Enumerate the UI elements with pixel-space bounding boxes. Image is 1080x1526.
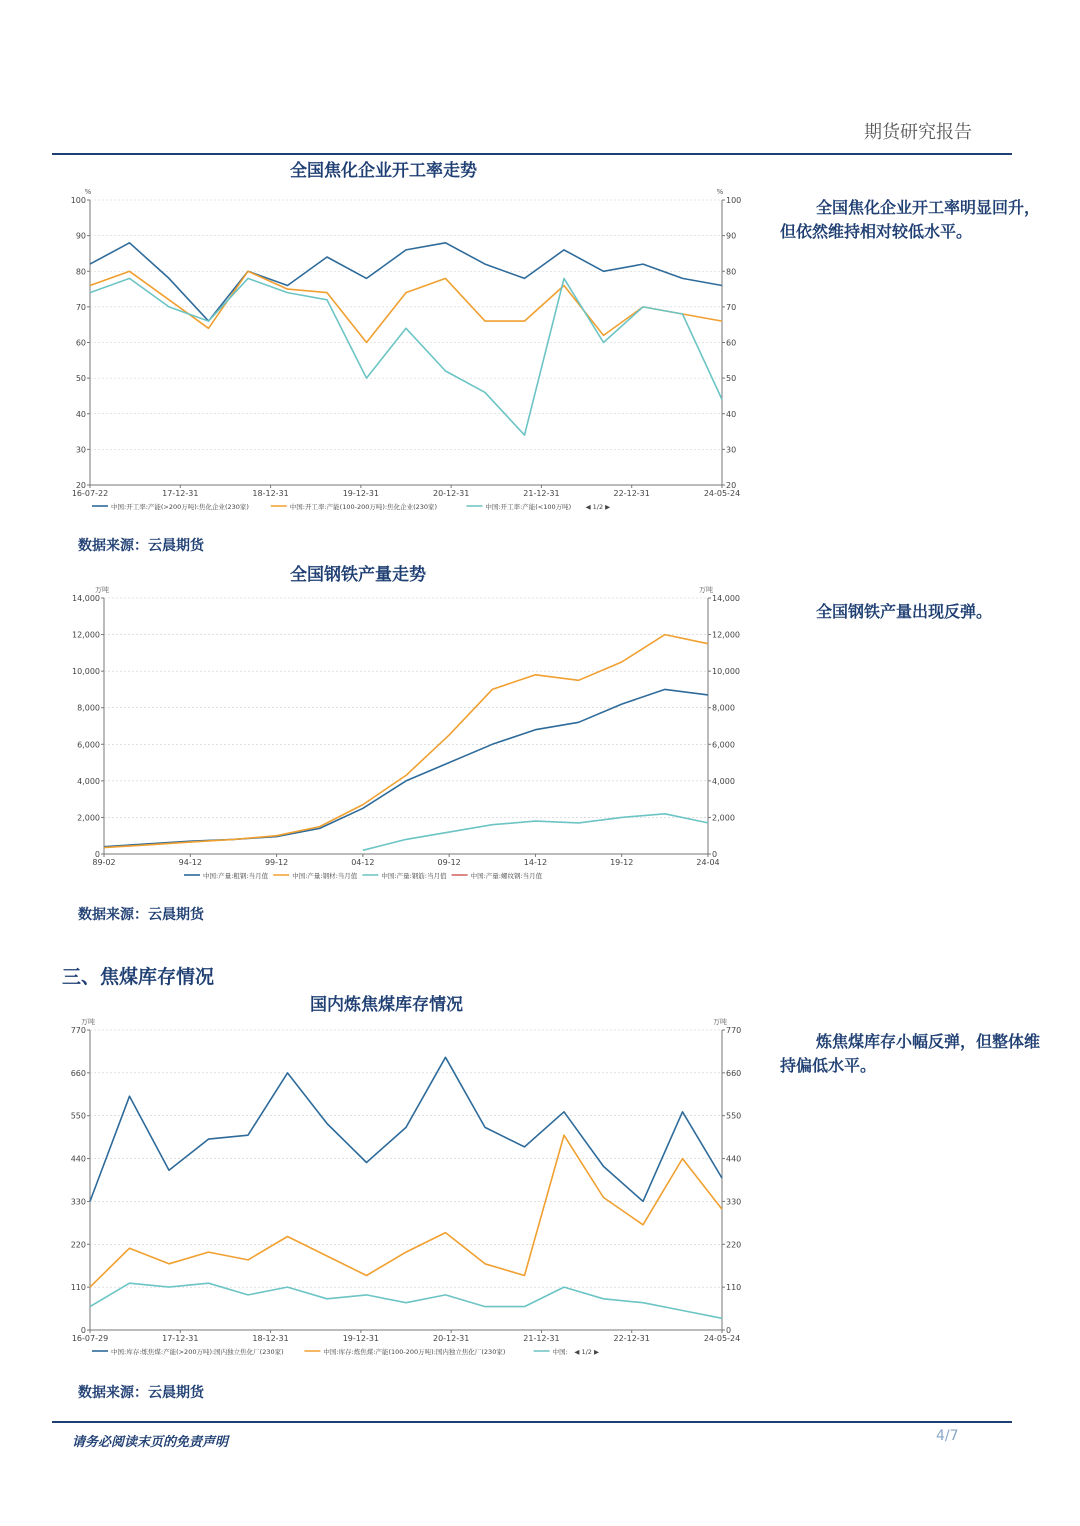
y-tick-label-right: 40 <box>726 409 737 419</box>
y-tick-label-right: 100 <box>726 196 742 205</box>
y-tick-label-left: 110 <box>70 1283 86 1293</box>
y-tick-label-left: 440 <box>70 1154 86 1164</box>
series-line-1 <box>90 243 722 321</box>
chart1-source: 数据来源：云晨期货 <box>78 538 204 554</box>
y-tick-label-left: 100 <box>70 196 86 205</box>
x-tick-label: 94-12 <box>178 858 202 867</box>
y-tick-label-right: 770 <box>726 1026 742 1035</box>
x-tick-label: 21-12-31 <box>523 1334 560 1343</box>
chart1-title: 全国焦化企业开工率走势 <box>290 161 477 181</box>
legend-entry: 中国:产量:螺纹钢:当月值 <box>470 872 543 880</box>
legend-pager: ◀ 1/2 ▶ <box>585 503 611 511</box>
chart2-plot <box>60 582 760 882</box>
series-line-3 <box>90 1283 722 1318</box>
legend-entry: 中国:开工率:产能(<100万吨) <box>485 503 572 511</box>
unit-label-left: % <box>84 188 92 196</box>
section-heading: 三、焦煤库存情况 <box>62 966 215 988</box>
y-tick-label-left: 60 <box>75 338 86 348</box>
y-tick-label-left: 660 <box>70 1068 86 1078</box>
y-tick-label-left: 70 <box>75 302 86 312</box>
y-tick-label-right: 50 <box>726 374 737 384</box>
y-tick-label-right: 4,000 <box>712 776 735 786</box>
unit-label-left: 万吨 <box>81 1018 95 1026</box>
y-tick-label-right: 0 <box>712 850 718 859</box>
y-tick-label-right: 440 <box>726 1154 742 1164</box>
y-tick-label-left: 10,000 <box>72 667 100 677</box>
y-tick-label-left: 8,000 <box>77 703 100 713</box>
y-tick-label-right: 90 <box>726 231 737 241</box>
unit-label-left: 万吨 <box>95 586 109 594</box>
y-tick-label-left: 80 <box>75 267 86 277</box>
y-tick-label-left: 50 <box>75 374 86 384</box>
y-tick-label-left: 40 <box>75 409 86 419</box>
x-tick-label: 19-12 <box>610 858 634 867</box>
x-tick-label: 17-12-31 <box>162 489 199 498</box>
y-tick-label-right: 10,000 <box>712 667 740 677</box>
unit-label-right: 万吨 <box>713 1018 727 1026</box>
y-tick-label-right: 220 <box>726 1240 742 1250</box>
x-tick-label: 22-12-31 <box>613 489 650 498</box>
legend-entry: 中国: <box>552 1348 568 1356</box>
x-tick-label: 99-12 <box>264 858 289 867</box>
x-tick-label: 24-04 <box>696 858 720 867</box>
x-tick-label: 04-12 <box>351 858 375 867</box>
header-rule <box>52 153 1012 155</box>
unit-label-right: 万吨 <box>699 586 713 594</box>
x-tick-label: 24-05-24 <box>703 1334 741 1343</box>
x-tick-label: 17-12-31 <box>162 1334 199 1343</box>
report-header-title: 期货研究报告 <box>864 122 972 143</box>
y-tick-label-left: 6,000 <box>77 740 100 750</box>
legend-entry: 中国:产量:钢筋:当月值 <box>381 872 447 880</box>
y-tick-label-right: 110 <box>726 1283 742 1293</box>
legend-entry: 中国:开工率:产能(>200万吨):焦化企业(230家) <box>111 503 249 511</box>
y-tick-label-right: 70 <box>726 302 737 312</box>
chart2-source: 数据来源：云晨期货 <box>78 907 204 923</box>
y-tick-label-right: 60 <box>726 338 737 348</box>
series-line-3 <box>90 278 722 435</box>
y-tick-label-right: 330 <box>726 1197 742 1207</box>
y-tick-label-left: 30 <box>75 445 86 455</box>
x-tick-label: 21-12-31 <box>523 489 560 498</box>
chart1-description: 全国焦化企业开工率明显回升，但依然维持相对较低水平。 <box>780 198 1041 241</box>
x-tick-label: 18-12-31 <box>252 1334 289 1343</box>
y-tick-label-left: 770 <box>70 1026 86 1035</box>
x-tick-label: 18-12-31 <box>252 489 289 498</box>
x-tick-label: 20-12-31 <box>432 489 470 498</box>
y-tick-label-right: 14,000 <box>712 594 740 603</box>
y-tick-label-left: 90 <box>75 231 86 241</box>
series-line-1 <box>104 689 708 846</box>
y-tick-label-right: 660 <box>726 1068 742 1078</box>
y-tick-label-left: 550 <box>70 1111 86 1121</box>
y-tick-label-right: 550 <box>726 1111 742 1121</box>
x-tick-label: 14-12 <box>523 858 548 867</box>
legend-entry: 中国:库存:炼焦煤:产能(100-200万吨):国内独立焦化厂(230家) <box>323 1348 506 1356</box>
y-tick-label-left: 0 <box>80 1326 86 1335</box>
x-tick-label: 16-07-29 <box>71 1334 109 1343</box>
chart3-description: 炼焦煤库存小幅反弹，但整体维持偏低水平。 <box>780 1032 1041 1075</box>
x-tick-label: 89-02 <box>92 858 116 867</box>
x-tick-label: 16-07-22 <box>71 489 109 498</box>
y-tick-label-right: 8,000 <box>712 703 735 713</box>
unit-label-right: % <box>716 188 724 196</box>
y-tick-label-left: 20 <box>75 481 86 490</box>
legend-entry: 中国:开工率:产能(100-200万吨):焦化企业(230家) <box>289 503 438 511</box>
series-line-2 <box>104 635 708 848</box>
chart2-description: 全国钢铁产量出现反弹。 <box>816 602 993 621</box>
x-tick-label: 20-12-31 <box>432 1334 470 1343</box>
x-tick-label: 22-12-31 <box>613 1334 650 1343</box>
series-line-1 <box>90 1057 722 1201</box>
y-tick-label-left: 14,000 <box>72 594 100 603</box>
legend-entry: 中国:产量:粗钢:当月值 <box>203 872 269 880</box>
chart3-plot <box>60 1012 760 1362</box>
y-tick-label-left: 330 <box>70 1197 86 1207</box>
legend-pager: ◀ 1/2 ▶ <box>574 1348 599 1356</box>
page-number: 4/7 <box>936 1428 959 1444</box>
y-tick-label-right: 20 <box>726 481 737 490</box>
disclaimer-note: 请务必阅读末页的免责声明 <box>72 1435 229 1450</box>
y-tick-label-left: 2,000 <box>77 813 100 823</box>
chart1-plot <box>60 180 760 515</box>
x-tick-label: 19-12-31 <box>342 1334 380 1343</box>
y-tick-label-right: 12,000 <box>712 630 740 640</box>
y-tick-label-right: 30 <box>726 445 737 455</box>
legend-entry: 中国:库存:炼焦煤:产能(>200万吨):国内独立焦化厂(230家) <box>111 1348 284 1356</box>
chart2-title: 全国钢铁产量走势 <box>290 565 426 585</box>
y-tick-label-left: 4,000 <box>77 776 100 786</box>
y-tick-label-left: 12,000 <box>72 630 100 640</box>
y-tick-label-right: 80 <box>726 267 737 277</box>
footer-rule <box>52 1421 1012 1423</box>
chart3-source: 数据来源：云晨期货 <box>78 1385 204 1401</box>
y-tick-label-right: 0 <box>726 1326 732 1335</box>
y-tick-label-left: 0 <box>94 850 100 859</box>
x-tick-label: 19-12-31 <box>342 489 380 498</box>
y-tick-label-left: 220 <box>70 1240 86 1250</box>
chart3-title: 国内炼焦煤库存情况 <box>310 995 463 1015</box>
y-tick-label-right: 6,000 <box>712 740 735 750</box>
x-tick-label: 09-12 <box>437 858 461 867</box>
x-tick-label: 24-05-24 <box>703 489 741 498</box>
y-tick-label-right: 2,000 <box>712 813 735 823</box>
legend-entry: 中国:产量:钢材:当月值 <box>292 872 358 880</box>
series-line-3 <box>363 814 708 851</box>
